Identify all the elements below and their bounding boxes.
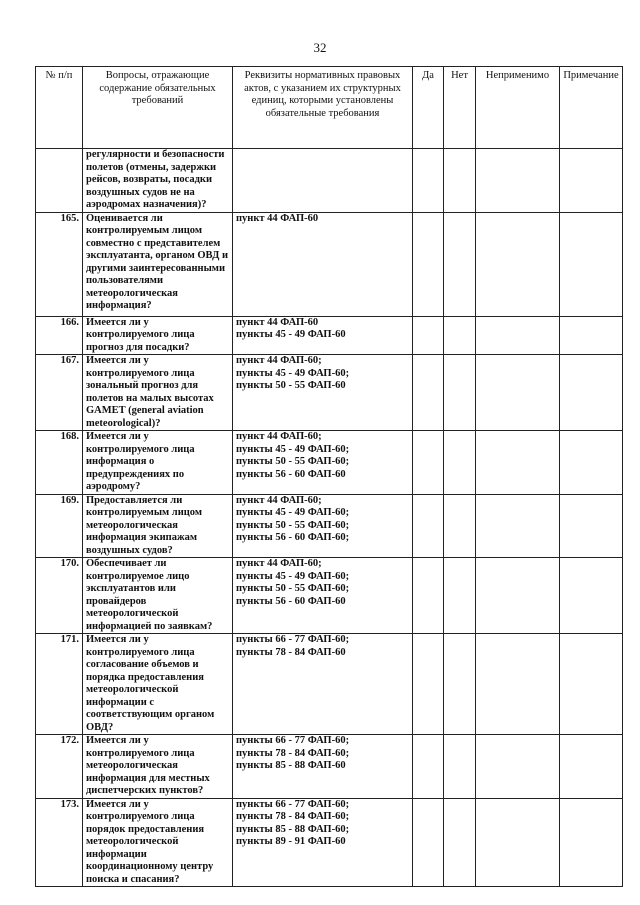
row-requisites bbox=[233, 558, 413, 634]
requirements-table bbox=[35, 66, 623, 887]
row-requisites bbox=[233, 634, 413, 735]
row-number bbox=[36, 149, 83, 213]
requisite-line: пункты 78 - 84 ФАП-60; bbox=[236, 747, 350, 759]
table-row bbox=[36, 634, 623, 735]
requisite-line: пункты 50 - 55 ФАП-60; bbox=[236, 519, 350, 531]
question-line: контролируемое лицо bbox=[86, 570, 190, 582]
question-line: соответствующим органом bbox=[86, 709, 215, 720]
question-line: информации bbox=[86, 848, 147, 860]
question-line: предупреждениях по bbox=[86, 468, 185, 480]
cell-yes bbox=[413, 316, 444, 355]
question-line: регулярности и безопасности bbox=[86, 149, 225, 160]
header-note: Примечание bbox=[560, 67, 623, 149]
requisite-line: пункт 44 ФАП-60; bbox=[236, 431, 322, 442]
row-number: 172. bbox=[36, 735, 83, 799]
table-row bbox=[36, 494, 623, 558]
cell-note bbox=[560, 431, 623, 495]
requisite-line: пункты 50 - 55 ФАП-60 bbox=[236, 380, 346, 391]
requisite-line: пункты 45 - 49 ФАП-60; bbox=[236, 367, 350, 379]
cell-no bbox=[444, 431, 476, 495]
question-line: контролируемым лицом bbox=[86, 507, 202, 518]
question-line: Имеется ли у bbox=[86, 735, 149, 746]
question-line: контролируемым лицом bbox=[86, 225, 202, 236]
requisite-line: пункты 78 - 84 ФАП-60; bbox=[236, 811, 350, 822]
question-line: Предоставляется ли bbox=[86, 494, 183, 506]
question-line: воздушных судов не на bbox=[86, 186, 195, 198]
cell-no bbox=[444, 212, 476, 316]
row-question bbox=[83, 798, 233, 887]
question-line: зональный прогноз для bbox=[86, 380, 199, 391]
requisite-line: пункты 50 - 55 ФАП-60; bbox=[236, 583, 350, 594]
cell-no bbox=[444, 494, 476, 558]
cell-note bbox=[560, 355, 623, 431]
question-line: Имеется ли у bbox=[86, 798, 149, 810]
requisite-line: пункты 45 - 49 ФАП-60 bbox=[236, 329, 346, 340]
cell-no bbox=[444, 355, 476, 431]
row-requisites bbox=[233, 149, 413, 213]
table-row bbox=[36, 798, 623, 887]
question-line: пользователями bbox=[86, 275, 163, 286]
row-requisites bbox=[233, 494, 413, 558]
question-line: другими заинтересованными bbox=[86, 262, 225, 274]
cell-not-applicable bbox=[476, 431, 560, 495]
requisite-line: пункты 50 - 55 ФАП-60; bbox=[236, 456, 350, 467]
cell-no bbox=[444, 735, 476, 799]
cell-yes bbox=[413, 355, 444, 431]
cell-not-applicable bbox=[476, 494, 560, 558]
question-line: информация экипажам bbox=[86, 532, 197, 543]
question-line: полетов на малых высотах bbox=[86, 392, 214, 404]
header-question: Вопросы, отражающие содержание обязательных требований bbox=[83, 67, 233, 149]
question-line: информация для местных bbox=[86, 772, 210, 784]
row-question bbox=[83, 494, 233, 558]
question-line: информация? bbox=[86, 300, 152, 311]
row-number: 167. bbox=[36, 355, 83, 431]
row-question bbox=[83, 634, 233, 735]
requisite-line: пункты 66 - 77 ФАП-60; bbox=[236, 798, 350, 810]
question-line: контролируемого лица bbox=[86, 329, 195, 340]
cell-not-applicable bbox=[476, 355, 560, 431]
row-requisites bbox=[233, 431, 413, 495]
question-line: контролируемого лица bbox=[86, 811, 195, 822]
header-yes: Да bbox=[413, 67, 444, 149]
row-question bbox=[83, 149, 233, 213]
row-requisites bbox=[233, 798, 413, 887]
header-num: № п/п bbox=[36, 67, 83, 149]
cell-yes bbox=[413, 212, 444, 316]
cell-note bbox=[560, 798, 623, 887]
cell-no bbox=[444, 558, 476, 634]
question-line: поиска и спасания? bbox=[86, 873, 180, 885]
question-line: Обеспечивает ли bbox=[86, 558, 167, 569]
row-number: 166. bbox=[36, 316, 83, 355]
requisite-line: пункты 56 - 60 ФАП-60; bbox=[236, 532, 350, 543]
row-requisites bbox=[233, 212, 413, 316]
cell-yes bbox=[413, 735, 444, 799]
header-not-applicable: Неприменимо bbox=[476, 67, 560, 149]
row-requisites bbox=[233, 735, 413, 799]
requisite-line: пункт 44 ФАП-60; bbox=[236, 494, 322, 506]
question-line: Имеется ли у bbox=[86, 634, 149, 645]
requisite-line: пункты 66 - 77 ФАП-60; bbox=[236, 634, 350, 645]
question-line: информацией по заявкам? bbox=[86, 620, 213, 632]
question-line: воздушных судов? bbox=[86, 544, 173, 556]
cell-yes bbox=[413, 798, 444, 887]
table-row bbox=[36, 558, 623, 634]
cell-yes bbox=[413, 149, 444, 213]
cell-note bbox=[560, 149, 623, 213]
cell-yes bbox=[413, 634, 444, 735]
cell-no bbox=[444, 149, 476, 213]
row-number: 169. bbox=[36, 494, 83, 558]
header-requisites: Реквизиты нормативных правовых актов, с указанием их структурных единиц, которыми установлены обязательные требования bbox=[233, 67, 413, 149]
row-number: 168. bbox=[36, 431, 83, 495]
requisite-line: пункты 78 - 84 ФАП-60 bbox=[236, 646, 346, 658]
question-line: Оценивается ли bbox=[86, 212, 163, 224]
cell-not-applicable bbox=[476, 558, 560, 634]
cell-no bbox=[444, 316, 476, 355]
question-line: ОВД? bbox=[86, 721, 114, 733]
table-row bbox=[36, 355, 623, 431]
row-question bbox=[83, 558, 233, 634]
cell-not-applicable bbox=[476, 735, 560, 799]
row-question bbox=[83, 735, 233, 799]
page-number: 32 bbox=[313, 40, 327, 55]
requisite-line: пункты 45 - 49 ФАП-60; bbox=[236, 570, 350, 582]
cell-not-applicable bbox=[476, 798, 560, 887]
row-requisites bbox=[233, 355, 413, 431]
question-line: порядок предоставления bbox=[86, 823, 205, 835]
row-number: 170. bbox=[36, 558, 83, 634]
requisite-line: пункт 44 ФАП-60 bbox=[236, 212, 319, 224]
requisite-line: пункты 45 - 49 ФАП-60; bbox=[236, 443, 350, 455]
requisite-line: пункт 44 ФАП-60; bbox=[236, 355, 322, 366]
cell-note bbox=[560, 735, 623, 799]
table-row bbox=[36, 431, 623, 495]
cell-not-applicable bbox=[476, 212, 560, 316]
question-line: рейсов, возвраты, посадки bbox=[86, 174, 213, 185]
cell-yes bbox=[413, 494, 444, 558]
cell-note bbox=[560, 634, 623, 735]
question-line: координационному центру bbox=[86, 861, 214, 872]
cell-not-applicable bbox=[476, 149, 560, 213]
table-row bbox=[36, 212, 623, 316]
question-line: аэродрому? bbox=[86, 481, 141, 492]
question-line: диспетчерских пунктов? bbox=[86, 785, 204, 796]
question-line: контролируемого лица bbox=[86, 747, 195, 759]
row-question bbox=[83, 355, 233, 431]
question-line: полетов (отмены, задержки bbox=[86, 161, 217, 173]
question-line: прогноз для посадки? bbox=[86, 341, 190, 353]
question-line: контролируемого лица bbox=[86, 646, 195, 658]
row-number: 165. bbox=[36, 212, 83, 316]
question-line: Имеется ли у bbox=[86, 431, 149, 442]
requisite-line: пункт 44 ФАП-60; bbox=[236, 558, 322, 569]
row-requisites bbox=[233, 316, 413, 355]
cell-no bbox=[444, 634, 476, 735]
cell-yes bbox=[413, 431, 444, 495]
question-line: метеорологическая bbox=[86, 519, 178, 531]
question-line: эксплуатантов или bbox=[86, 583, 176, 594]
question-line: метеорологической bbox=[86, 608, 179, 619]
cell-not-applicable bbox=[476, 316, 560, 355]
question-line: контролируемого лица bbox=[86, 367, 195, 379]
table-row bbox=[36, 149, 623, 213]
question-line: совместно с представителем bbox=[86, 237, 221, 249]
question-line: meteorological)? bbox=[86, 417, 161, 429]
requisite-line: пункты 56 - 60 ФАП-60 bbox=[236, 468, 346, 480]
table-row bbox=[36, 735, 623, 799]
row-number: 171. bbox=[36, 634, 83, 735]
question-line: информации с bbox=[86, 696, 155, 708]
requisite-line: пункты 89 - 91 ФАП-60 bbox=[236, 836, 346, 847]
question-line: GAMET (general aviation bbox=[86, 405, 204, 416]
question-line: провайдеров bbox=[86, 595, 147, 607]
requisite-line: пункт 44 ФАП-60 bbox=[236, 316, 319, 328]
question-line: метеорологическая bbox=[86, 760, 178, 771]
question-line: информация о bbox=[86, 456, 155, 467]
row-question bbox=[83, 212, 233, 316]
table-row bbox=[36, 316, 623, 355]
requisite-line: пункты 66 - 77 ФАП-60; bbox=[236, 735, 350, 746]
cell-note bbox=[560, 316, 623, 355]
question-line: метеорологической bbox=[86, 836, 179, 847]
table-header-row bbox=[36, 67, 623, 149]
question-line: Имеется ли у bbox=[86, 355, 149, 366]
requisite-line: пункты 85 - 88 ФАП-60 bbox=[236, 760, 346, 771]
question-line: метеорологической bbox=[86, 684, 179, 695]
question-line: контролируемого лица bbox=[86, 443, 195, 455]
header-no: Нет bbox=[444, 67, 476, 149]
cell-not-applicable bbox=[476, 634, 560, 735]
requisite-line: пункты 45 - 49 ФАП-60; bbox=[236, 507, 350, 518]
requisite-line: пункты 85 - 88 ФАП-60; bbox=[236, 823, 350, 835]
question-line: эксплуатанта, органом ОВД и bbox=[86, 250, 229, 261]
cell-yes bbox=[413, 558, 444, 634]
row-question bbox=[83, 431, 233, 495]
question-line: Имеется ли у bbox=[86, 316, 149, 328]
row-number: 173. bbox=[36, 798, 83, 887]
requisite-line: пункты 56 - 60 ФАП-60 bbox=[236, 595, 346, 607]
question-line: порядка предоставления bbox=[86, 671, 204, 683]
cell-no bbox=[444, 798, 476, 887]
question-line: согласование объемов и bbox=[86, 659, 199, 670]
cell-note bbox=[560, 494, 623, 558]
question-line: аэродромах назначения)? bbox=[86, 199, 207, 210]
cell-note bbox=[560, 558, 623, 634]
row-question bbox=[83, 316, 233, 355]
question-line: метеорологическая bbox=[86, 287, 178, 299]
cell-note bbox=[560, 212, 623, 316]
table-body bbox=[36, 149, 623, 887]
